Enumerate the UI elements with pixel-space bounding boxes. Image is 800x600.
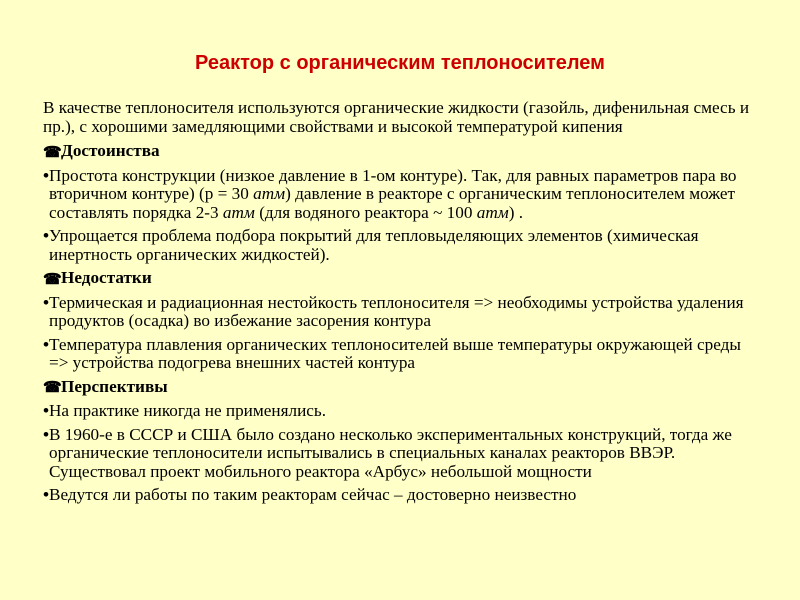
text-run: (для водяного реактора ~ 100 xyxy=(254,202,477,222)
unit-text: атм xyxy=(253,184,286,203)
list-item-text: На практике никогда не применялись. xyxy=(49,401,327,420)
telephone-icon: ☎ xyxy=(43,144,62,161)
section-disadvantages xyxy=(43,269,763,373)
list-item xyxy=(43,486,763,505)
text-run: ) . xyxy=(508,202,524,222)
section-heading xyxy=(43,142,763,161)
bullet-icon: • xyxy=(43,334,50,354)
list-item xyxy=(43,167,763,223)
unit-text: атм xyxy=(476,202,509,222)
list-item xyxy=(43,336,763,373)
list-item xyxy=(43,227,763,264)
slide-title: Реактор с органическим теплоносителем xyxy=(195,52,605,74)
bullet-icon: • xyxy=(43,485,50,504)
bullet-icon: • xyxy=(43,401,50,420)
list-item-text xyxy=(49,167,763,223)
bullet-icon: • xyxy=(43,226,50,245)
telephone-icon: ☎ xyxy=(43,271,62,288)
section-heading-label: Недостатки xyxy=(61,268,152,287)
list-item-text: Термическая и радиационная нестойкость теплоносителя => необходимы устройства удаления продуктов (осадка) во избежание засорения контура xyxy=(49,292,744,330)
text-run: ) давление в реакторе с органическим теплоносителем может составлять порядка 2-3 xyxy=(49,184,736,222)
unit-text: атм xyxy=(222,202,255,222)
telephone-icon: ☎ xyxy=(43,380,62,396)
list-item xyxy=(43,402,763,421)
section-heading xyxy=(43,378,763,397)
bullet-icon: • xyxy=(43,165,50,185)
list-item xyxy=(43,294,763,331)
section-heading xyxy=(43,269,763,288)
list-item-text: Ведутся ли работы по таким реакторам сейчас – достоверно неизвестно xyxy=(49,485,577,504)
text-run: Простота конструкции (низкое давление в 1-ом контуре). Так, для равных параметров пара во вторичном контуре) (р = 30 xyxy=(49,165,737,203)
list-item-text: Упрощается проблема подбора покрытий для тепловыделяющих элементов (химическая инертность органических жидкостей). xyxy=(49,226,699,264)
section-advantages xyxy=(43,142,763,264)
list-item xyxy=(43,426,763,482)
intro-paragraph: В качестве теплоносителя используются органические жидкости (газойль, дифенильная смесь и пр.), с хорошими замедляющими свойствами и высокой температурой кипения xyxy=(43,98,750,136)
list-item-text: В 1960-е в СССР и США было создано несколько экспериментальных конструкций, тогда же органические теплоносители испытывались в специальных каналах реакторов ВВЭР. Существовал проект мобильного реактора «Арбус» небольшой мощности xyxy=(49,424,732,481)
list-item-text: Температура плавления органических теплоносителей выше температуры окружающей среды => устройства подогрева внешних частей контура xyxy=(49,334,741,372)
slide-body xyxy=(43,99,763,510)
bullet-icon: • xyxy=(43,292,50,312)
section-heading-label: Перспективы xyxy=(61,376,168,396)
section-heading-label: Достоинства xyxy=(61,141,160,160)
bullet-icon: • xyxy=(43,424,50,444)
section-prospects xyxy=(43,378,763,505)
